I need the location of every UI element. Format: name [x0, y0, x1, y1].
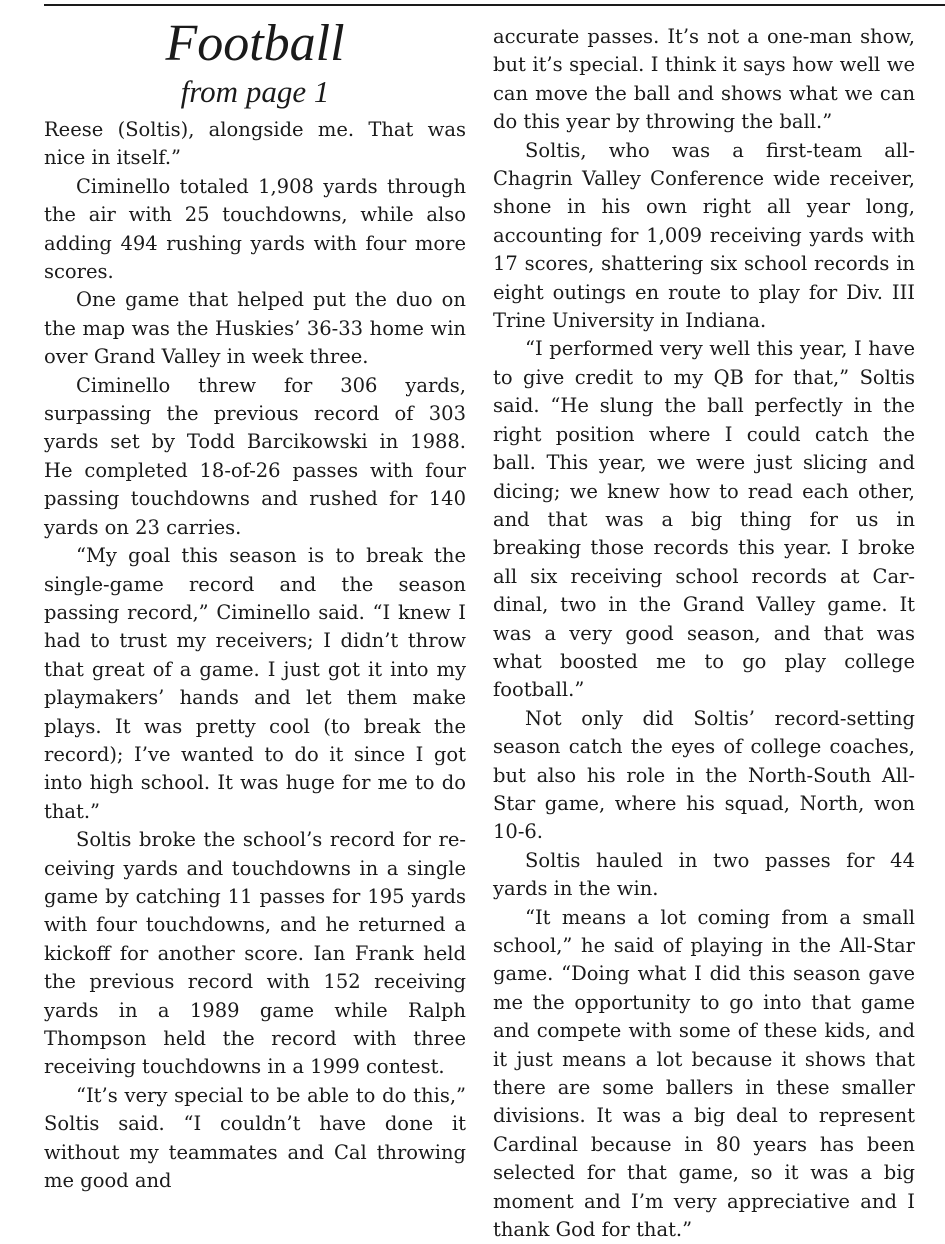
paragraph: Ciminello totaled 1,908 yards through the air with 25 touchdowns, while also adding 494 rushing yards with four more scores.: [44, 174, 466, 284]
paragraph: Soltis hauled in two passes for 44 yards in the win.: [493, 848, 915, 901]
right-column: [493, 23, 915, 1244]
paragraph: “My goal this season is to break the single-game record and the season passing record,” Ciminello said. “I knew I had to trust my receivers; I didn’t throw that great of a game. I just got it into my playmakers’ hands and let them make plays. It was pretty cool (to break the record); I’ve wanted to do it since I got into high school. It was huge for me to do that.”: [44, 544, 466, 823]
top-rule: [44, 4, 945, 6]
paragraph: “I performed very well this year, I have to give credit to my QB for that,” Soltis said. “He slung the ball perfectly in the right position where I could catch the ball. This year, we were just slicing and dicing; we knew how to read each other, and that was a big thing for us in breaking those records this year. I broke all six receiving school records at Cardinal, two in the Grand Valley game. It was a very good season, and that was what boosted me to go play college football.”: [493, 337, 915, 702]
paragraph: “It means a lot coming from a small school,” he said of playing in the All-Star game. “Doing what I did this season gave me the opportunity to go into that game and compete with some of these kids, and it just means a lot because it shows that there are some ballers in these smaller divisions. It was a big deal to represent Cardinal because in 80 years has been selected for that game, so it was a big moment and I’m very appreciative and I thank God for that.”: [493, 905, 915, 1242]
article-headline: Football: [165, 15, 345, 72]
paragraph: Not only did Soltis’ record-setting season catch the eyes of college coaches, but also his role in the North-South All-Star game, where his squad, North, won 10-6.: [493, 706, 915, 844]
jump-line: from page 1: [180, 74, 330, 109]
paragraph: Reese (Soltis), alongside me. That was nice in itself.”: [44, 118, 466, 170]
paragraph: Soltis broke the school’s record for receiving yards and touchdowns in a single game by catching 11 passes for 195 yards with four touchdowns, and he returned a kickoff for another score. Ian Frank held the previous record with 152 receiving yards in a 1989 game while Ralph Thompson held the record with three receiving touchdowns in a 1999 contest.: [44, 828, 466, 1079]
paragraph: “It’s very special to be able to do this,” Soltis said. “I couldn’t have done it without my teammates and Cal throwing me good and: [44, 1083, 466, 1193]
paragraph: Ciminello threw for 306 yards, surpassing the previous record of 303 yards set by Todd Barcikowski in 1988. He completed 18-of-26 passes with four passing touchdowns and rushed for 140 yards on 23 carries.: [44, 373, 466, 539]
left-column: [44, 14, 466, 1195]
paragraph: One game that helped put the duo on the map was the Huskies’ 36-33 home win over Grand Valley in week three.: [44, 288, 466, 369]
paragraph: Soltis, who was a first-team all-Chagrin Valley Conference wide receiver, shone in his own right all year long, accounting for 1,009 receiving yards with 17 scores, shattering six school records in eight outings en route to play for Div. III Trine University in Indiana.: [493, 138, 915, 333]
paragraph: accurate passes. It’s not a one-man show, but it’s special. I think it says how well we can move the ball and shows what we can do this year by throwing the ball.”: [493, 25, 915, 134]
